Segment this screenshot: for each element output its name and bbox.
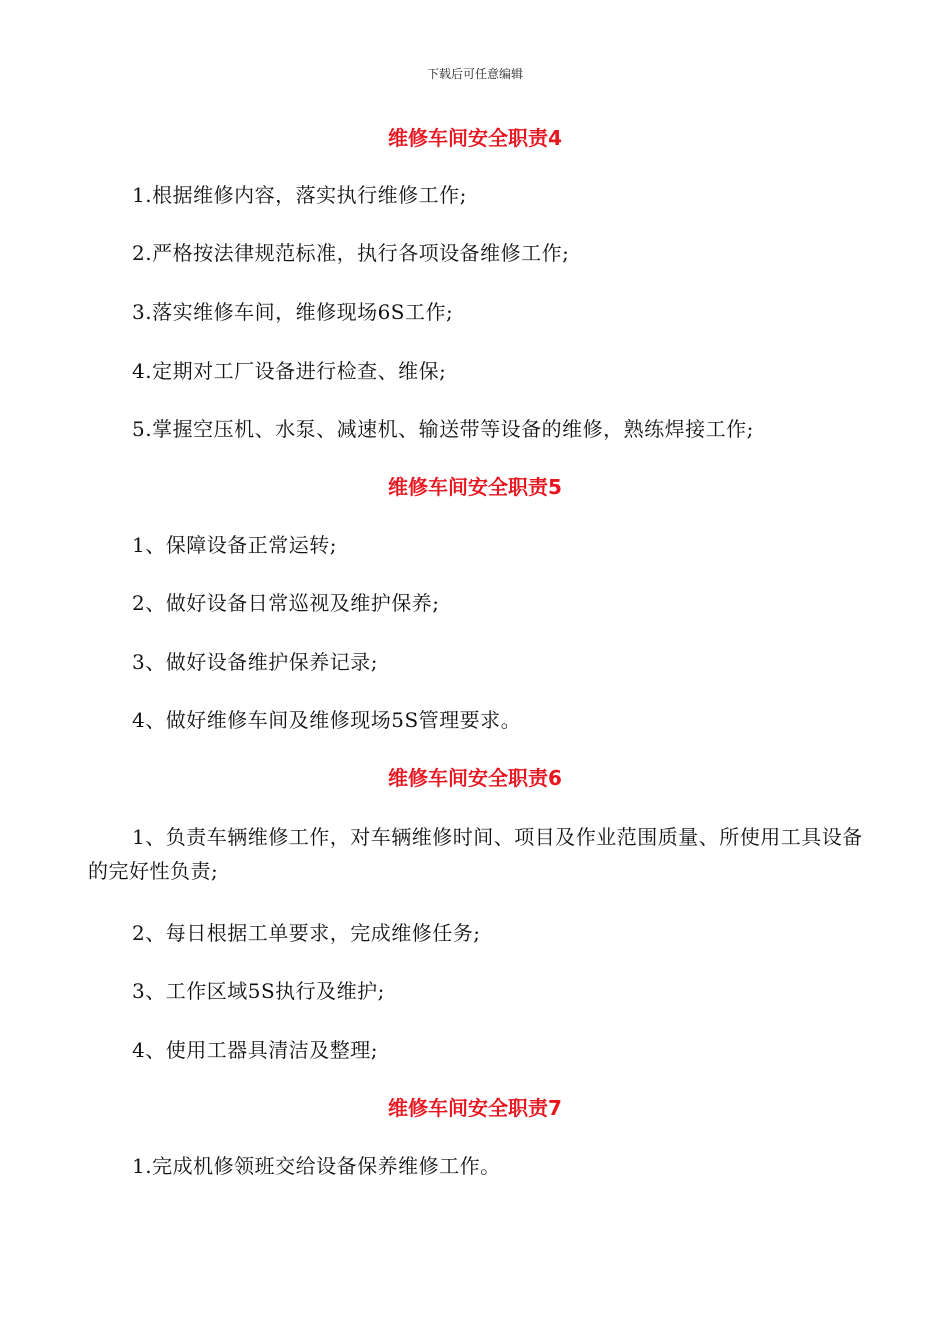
list-item: 2、每日根据工单要求，完成维修任务; [132, 921, 481, 945]
list-item: 4、做好维修车间及维修现场5S管理要求。 [132, 708, 522, 732]
list-item: 2、做好设备日常巡视及维护保养; [132, 591, 440, 615]
list-item: 1、负责车辆维修工作，对车辆维修时间、项目及作业范围质量、所使用工具设备的完好性负责; [88, 825, 863, 883]
list-item: 1.根据维修内容，落实执行维修工作; [132, 183, 467, 207]
list-item: 2.严格按法律规范标准，执行各项设备维修工作; [132, 241, 570, 265]
list-item: 3、工作区域5S执行及维护; [132, 979, 385, 1003]
list-item: 3、做好设备维护保养记录; [132, 650, 378, 674]
section-title: 维修车间安全职责5 [388, 475, 562, 499]
list-item: 4、使用工器具清洁及整理; [132, 1038, 378, 1062]
list-item: 4.定期对工厂设备进行检查、维保; [132, 359, 447, 383]
list-item: 1、保障设备正常运转; [132, 533, 337, 557]
list-item: 5.掌握空压机、水泵、减速机、输送带等设备的维修，熟练焊接工作; [132, 417, 754, 441]
list-item: 3.落实维修车间，维修现场6S工作; [132, 300, 454, 324]
section-title: 维修车间安全职责4 [388, 126, 562, 150]
header-note: 下载后可任意编辑 [426, 67, 523, 81]
section-title: 维修车间安全职责6 [388, 766, 562, 790]
section-title: 维修车间安全职责7 [388, 1096, 562, 1120]
list-item: 1.完成机修领班交给设备保养维修工作。 [132, 1154, 501, 1178]
